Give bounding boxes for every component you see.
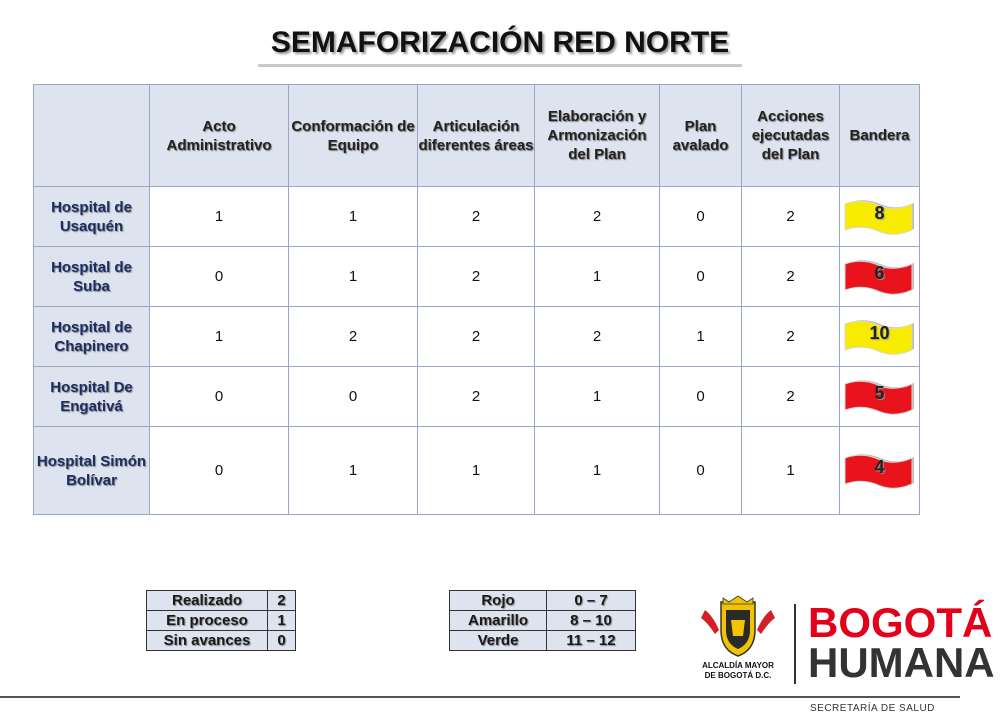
value-cell: 1 (289, 427, 418, 515)
legend-row (450, 611, 636, 631)
brand-line-1: BOGOTÁ (808, 599, 993, 646)
legend-color-label: Rojo (450, 591, 547, 611)
alcaldia-line-1: ALCALDÍA MAYOR (702, 661, 774, 670)
value-cell: 0 (289, 367, 418, 427)
value-cell: 2 (742, 307, 840, 367)
table-row (34, 427, 920, 515)
value-cell: 1 (535, 247, 660, 307)
value-cell: 2 (418, 367, 535, 427)
legend-value: 0 (268, 631, 296, 651)
hospital-name: Hospital de Suba (34, 247, 150, 307)
title-underline (258, 64, 742, 67)
legend-value: 2 (268, 591, 296, 611)
flag-score: 8 (874, 202, 885, 223)
header-articulacion: Articulación diferentes áreas (418, 85, 535, 187)
legend-label: Realizado (147, 591, 268, 611)
table-row (34, 247, 920, 307)
bogota-humana-logo (808, 599, 995, 686)
legend-label: Sin avances (147, 631, 268, 651)
value-cell: 1 (150, 307, 289, 367)
flag-score: 10 (869, 322, 890, 343)
hospital-name: Hospital de Chapinero (34, 307, 150, 367)
value-cell: 2 (289, 307, 418, 367)
flag-cell (840, 187, 920, 247)
flag-cell (840, 427, 920, 515)
status-legend (146, 590, 296, 651)
value-cell: 2 (418, 187, 535, 247)
footer-line (0, 696, 960, 698)
value-cell: 2 (742, 187, 840, 247)
logo-divider (794, 604, 796, 684)
status-table (33, 84, 920, 515)
header-plan-avalado: Plan avalado (660, 85, 742, 187)
legend-color-label: Amarillo (450, 611, 547, 631)
value-cell: 1 (535, 427, 660, 515)
flag-cell (840, 307, 920, 367)
value-cell: 2 (742, 367, 840, 427)
footer-text: SECRETARÍA DE SALUD (810, 703, 935, 714)
table-row (34, 187, 920, 247)
value-cell: 0 (660, 187, 742, 247)
value-cell: 1 (742, 427, 840, 515)
legend-row (147, 631, 296, 651)
color-legend (449, 590, 636, 651)
alcaldia-line-2: DE BOGOTÁ D.C. (704, 671, 772, 680)
value-cell: 0 (150, 367, 289, 427)
legend-range: 11 – 12 (547, 631, 636, 651)
header-acto: Acto Administrativo (150, 85, 289, 187)
flag-score: 4 (874, 456, 885, 477)
brand-line-2: HUMANA (808, 639, 995, 686)
legend-range: 8 – 10 (547, 611, 636, 631)
value-cell: 0 (660, 247, 742, 307)
value-cell: 1 (660, 307, 742, 367)
value-cell: 2 (418, 307, 535, 367)
corner-cell (34, 85, 150, 187)
legend-label: En proceso (147, 611, 268, 631)
table-row (34, 307, 920, 367)
flag-icon (844, 260, 916, 294)
value-cell: 2 (418, 247, 535, 307)
table-header-row (34, 85, 920, 187)
value-cell: 1 (535, 367, 660, 427)
hospital-name: Hospital de Usaquén (34, 187, 150, 247)
hospital-name: Hospital Simón Bolívar (34, 427, 150, 515)
flag-icon (844, 200, 916, 234)
value-cell: 1 (289, 247, 418, 307)
value-cell: 2 (535, 307, 660, 367)
legend-row (450, 591, 636, 611)
flag-score: 6 (874, 262, 885, 283)
flag-icon (844, 380, 916, 414)
value-cell: 1 (150, 187, 289, 247)
table-row (34, 367, 920, 427)
legend-row (147, 611, 296, 631)
flag-score: 5 (874, 382, 885, 403)
header-conformacion: Conformación de Equipo (289, 85, 418, 187)
legend-row (147, 591, 296, 611)
value-cell: 1 (289, 187, 418, 247)
value-cell: 0 (660, 367, 742, 427)
value-cell: 0 (660, 427, 742, 515)
value-cell: 1 (418, 427, 535, 515)
legend-range: 0 – 7 (547, 591, 636, 611)
flag-cell (840, 247, 920, 307)
header-bandera: Bandera (840, 85, 920, 187)
flag-cell (840, 367, 920, 427)
value-cell: 2 (535, 187, 660, 247)
page-title: SEMAFORIZACIÓN RED NORTE (270, 26, 730, 59)
header-acciones: Acciones ejecutadas del Plan (742, 85, 840, 187)
value-cell: 2 (742, 247, 840, 307)
flag-icon (844, 320, 916, 354)
value-cell: 0 (150, 427, 289, 515)
legend-color-label: Verde (450, 631, 547, 651)
header-elaboracion: Elaboración y Armonización del Plan (535, 85, 660, 187)
legend-value: 1 (268, 611, 296, 631)
value-cell: 0 (150, 247, 289, 307)
hospital-name: Hospital De Engativá (34, 367, 150, 427)
alcaldia-text (683, 661, 793, 681)
flag-icon (844, 454, 916, 488)
legend-row (450, 631, 636, 651)
